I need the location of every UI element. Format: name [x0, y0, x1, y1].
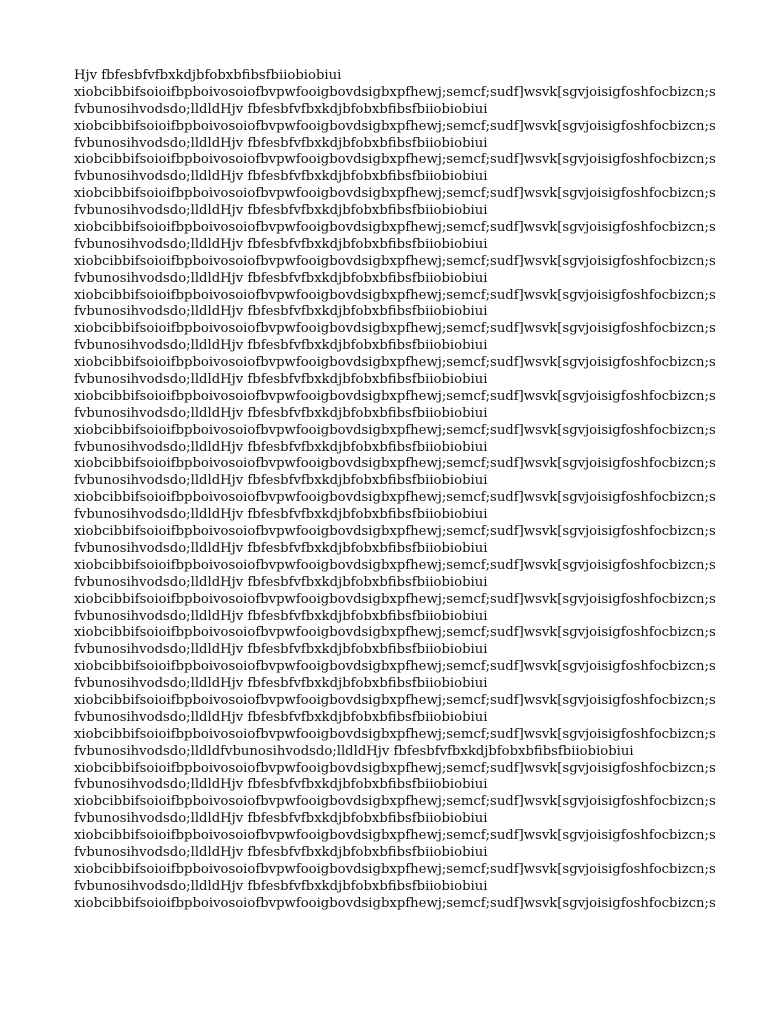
- document-text-line: xiobcibbifsoioifbpboivosoiofbvpwfooigbovdsigbxpfhewj;semcf;sudf]wsvk[sgvjoisigfoshfocbizcn;s: [74, 186, 716, 202]
- document-text-line: xiobcibbifsoioifbpboivosoiofbvpwfooigbovdsigbxpfhewj;semcf;sudf]wsvk[sgvjoisigfoshfocbizcn;s: [74, 118, 716, 134]
- document-text-line: xiobcibbifsoioifbpboivosoiofbvpwfooigbovdsigbxpfhewj;semcf;sudf]wsvk[sgvjoisigfoshfocbizcn;s: [74, 659, 716, 675]
- document-text-line: xiobcibbifsoioifbpboivosoiofbvpwfooigbovdsigbxpfhewj;semcf;sudf]wsvk[sgvjoisigfoshfocbizcn;s: [74, 355, 716, 371]
- document-text-line: fvbunosihvodsdo;lldldHjv fbfesbfvfbxkdjbfobxbfibsfbiiobiobiui: [74, 642, 488, 658]
- document-text-line: fvbunosihvodsdo;lldldHjv fbfesbfvfbxkdjbfobxbfibsfbiiobiobiui: [74, 709, 488, 725]
- document-text-line: xiobcibbifsoioifbpboivosoiofbvpwfooigbovdsigbxpfhewj;semcf;sudf]wsvk[sgvjoisigfoshfocbizcn;s: [74, 794, 716, 810]
- document-text-line: fvbunosihvodsdo;lldldHjv fbfesbfvfbxkdjbfobxbfibsfbiiobiobiui: [74, 203, 488, 219]
- document-text-line: xiobcibbifsoioifbpboivosoiofbvpwfooigbovdsigbxpfhewj;semcf;sudf]wsvk[sgvjoisigfoshfocbizcn;s: [74, 828, 716, 844]
- document-body-text: [74, 68, 716, 913]
- document-text-line: fvbunosihvodsdo;lldldHjv fbfesbfvfbxkdjbfobxbfibsfbiiobiobiui: [74, 270, 488, 286]
- document-text-line: xiobcibbifsoioifbpboivosoiofbvpwfooigbovdsigbxpfhewj;semcf;sudf]wsvk[sgvjoisigfoshfocbizcn;s: [74, 84, 716, 100]
- document-text-line: xiobcibbifsoioifbpboivosoiofbvpwfooigbovdsigbxpfhewj;semcf;sudf]wsvk[sgvjoisigfoshfocbizcn;s: [74, 152, 716, 168]
- document-text-line: xiobcibbifsoioifbpboivosoiofbvpwfooigbovdsigbxpfhewj;semcf;sudf]wsvk[sgvjoisigfoshfocbizcn;s: [74, 456, 716, 472]
- document-text-line: fvbunosihvodsdo;lldldHjv fbfesbfvfbxkdjbfobxbfibsfbiiobiobiui: [74, 574, 488, 590]
- document-text-line: fvbunosihvodsdo;lldldHjv fbfesbfvfbxkdjbfobxbfibsfbiiobiobiui: [74, 878, 488, 894]
- document-text-line: xiobcibbifsoioifbpboivosoiofbvpwfooigbovdsigbxpfhewj;semcf;sudf]wsvk[sgvjoisigfoshfocbizcn;s: [74, 557, 716, 573]
- document-text-line: fvbunosihvodsdo;lldldHjv fbfesbfvfbxkdjbfobxbfibsfbiiobiobiui: [74, 135, 488, 151]
- document-text-line: xiobcibbifsoioifbpboivosoiofbvpwfooigbovdsigbxpfhewj;semcf;sudf]wsvk[sgvjoisigfoshfocbizcn;s: [74, 253, 716, 269]
- document-text-line: fvbunosihvodsdo;lldldHjv fbfesbfvfbxkdjbfobxbfibsfbiiobiobiui: [74, 844, 488, 860]
- document-text-line: xiobcibbifsoioifbpboivosoiofbvpwfooigbovdsigbxpfhewj;semcf;sudf]wsvk[sgvjoisigfoshfocbizcn;s: [74, 220, 716, 236]
- document-text-line: fvbunosihvodsdo;lldldHjv fbfesbfvfbxkdjbfobxbfibsfbiiobiobiui: [74, 608, 488, 624]
- document-text-line: xiobcibbifsoioifbpboivosoiofbvpwfooigbovdsigbxpfhewj;semcf;sudf]wsvk[sgvjoisigfoshfocbizcn;s: [74, 287, 716, 303]
- document-text-line: xiobcibbifsoioifbpboivosoiofbvpwfooigbovdsigbxpfhewj;semcf;sudf]wsvk[sgvjoisigfoshfocbizcn;s: [74, 388, 716, 404]
- document-text-line: fvbunosihvodsdo;lldldHjv fbfesbfvfbxkdjbfobxbfibsfbiiobiobiui: [74, 507, 488, 523]
- document-text-line: fvbunosihvodsdo;lldldHjv fbfesbfvfbxkdjbfobxbfibsfbiiobiobiui: [74, 540, 488, 556]
- document-text-line: xiobcibbifsoioifbpboivosoiofbvpwfooigbovdsigbxpfhewj;semcf;sudf]wsvk[sgvjoisigfoshfocbizcn;s: [74, 760, 716, 776]
- document-text-line: fvbunosihvodsdo;lldldHjv fbfesbfvfbxkdjbfobxbfibsfbiiobiobiui: [74, 473, 488, 489]
- document-text-line: fvbunosihvodsdo;lldldHjv fbfesbfvfbxkdjbfobxbfibsfbiiobiobiui: [74, 169, 488, 185]
- document-text-line: fvbunosihvodsdo;lldldHjv fbfesbfvfbxkdjbfobxbfibsfbiiobiobiui: [74, 338, 488, 354]
- document-text-line: xiobcibbifsoioifbpboivosoiofbvpwfooigbovdsigbxpfhewj;semcf;sudf]wsvk[sgvjoisigfoshfocbizcn;s: [74, 591, 716, 607]
- document-text-line: xiobcibbifsoioifbpboivosoiofbvpwfooigbovdsigbxpfhewj;semcf;sudf]wsvk[sgvjoisigfoshfocbizcn;s: [74, 726, 716, 742]
- document-text-line: fvbunosihvodsdo;lldldHjv fbfesbfvfbxkdjbfobxbfibsfbiiobiobiui: [74, 676, 488, 692]
- document-text-line: fvbunosihvodsdo;lldldHjv fbfesbfvfbxkdjbfobxbfibsfbiiobiobiui: [74, 304, 488, 320]
- document-text-line: xiobcibbifsoioifbpboivosoiofbvpwfooigbovdsigbxpfhewj;semcf;sudf]wsvk[sgvjoisigfoshfocbizcn;s: [74, 861, 716, 877]
- document-text-line: xiobcibbifsoioifbpboivosoiofbvpwfooigbovdsigbxpfhewj;semcf;sudf]wsvk[sgvjoisigfoshfocbizcn;s: [74, 422, 716, 438]
- document-text-line: xiobcibbifsoioifbpboivosoiofbvpwfooigbovdsigbxpfhewj;semcf;sudf]wsvk[sgvjoisigfoshfocbizcn;s: [74, 524, 716, 540]
- document-text-line: fvbunosihvodsdo;lldldHjv fbfesbfvfbxkdjbfobxbfibsfbiiobiobiui: [74, 372, 488, 388]
- document-text-line: xiobcibbifsoioifbpboivosoiofbvpwfooigbovdsigbxpfhewj;semcf;sudf]wsvk[sgvjoisigfoshfocbizcn;s: [74, 321, 716, 337]
- document-text-line: fvbunosihvodsdo;lldldHjv fbfesbfvfbxkdjbfobxbfibsfbiiobiobiui: [74, 439, 488, 455]
- document-text-line: xiobcibbifsoioifbpboivosoiofbvpwfooigbovdsigbxpfhewj;semcf;sudf]wsvk[sgvjoisigfoshfocbizcn;s: [74, 490, 716, 506]
- document-text-line: xiobcibbifsoioifbpboivosoiofbvpwfooigbovdsigbxpfhewj;semcf;sudf]wsvk[sgvjoisigfoshfocbizcn;s: [74, 625, 716, 641]
- document-text-line: xiobcibbifsoioifbpboivosoiofbvpwfooigbovdsigbxpfhewj;semcf;sudf]wsvk[sgvjoisigfoshfocbizcn;s: [74, 692, 716, 708]
- document-text-line: xiobcibbifsoioifbpboivosoiofbvpwfooigbovdsigbxpfhewj;semcf;sudf]wsvk[sgvjoisigfoshfocbizcn;s: [74, 895, 716, 911]
- document-text-line: fvbunosihvodsdo;lldldHjv fbfesbfvfbxkdjbfobxbfibsfbiiobiobiui: [74, 236, 488, 252]
- document-text-line: fvbunosihvodsdo;lldldHjv fbfesbfvfbxkdjbfobxbfibsfbiiobiobiui: [74, 101, 488, 117]
- document-text-line: fvbunosihvodsdo;lldldHjv fbfesbfvfbxkdjbfobxbfibsfbiiobiobiui: [74, 811, 488, 827]
- document-text-line: fvbunosihvodsdo;lldldfvbunosihvodsdo;lldldHjv fbfesbfvfbxkdjbfobxbfibsfbiiobiobiui: [74, 743, 634, 759]
- document-first-line: Hjv fbfesbfvfbxkdjbfobxbfibsfbiiobiobiui: [74, 68, 342, 83]
- document-text-line: fvbunosihvodsdo;lldldHjv fbfesbfvfbxkdjbfobxbfibsfbiiobiobiui: [74, 777, 488, 793]
- document-text-line: fvbunosihvodsdo;lldldHjv fbfesbfvfbxkdjbfobxbfibsfbiiobiobiui: [74, 405, 488, 421]
